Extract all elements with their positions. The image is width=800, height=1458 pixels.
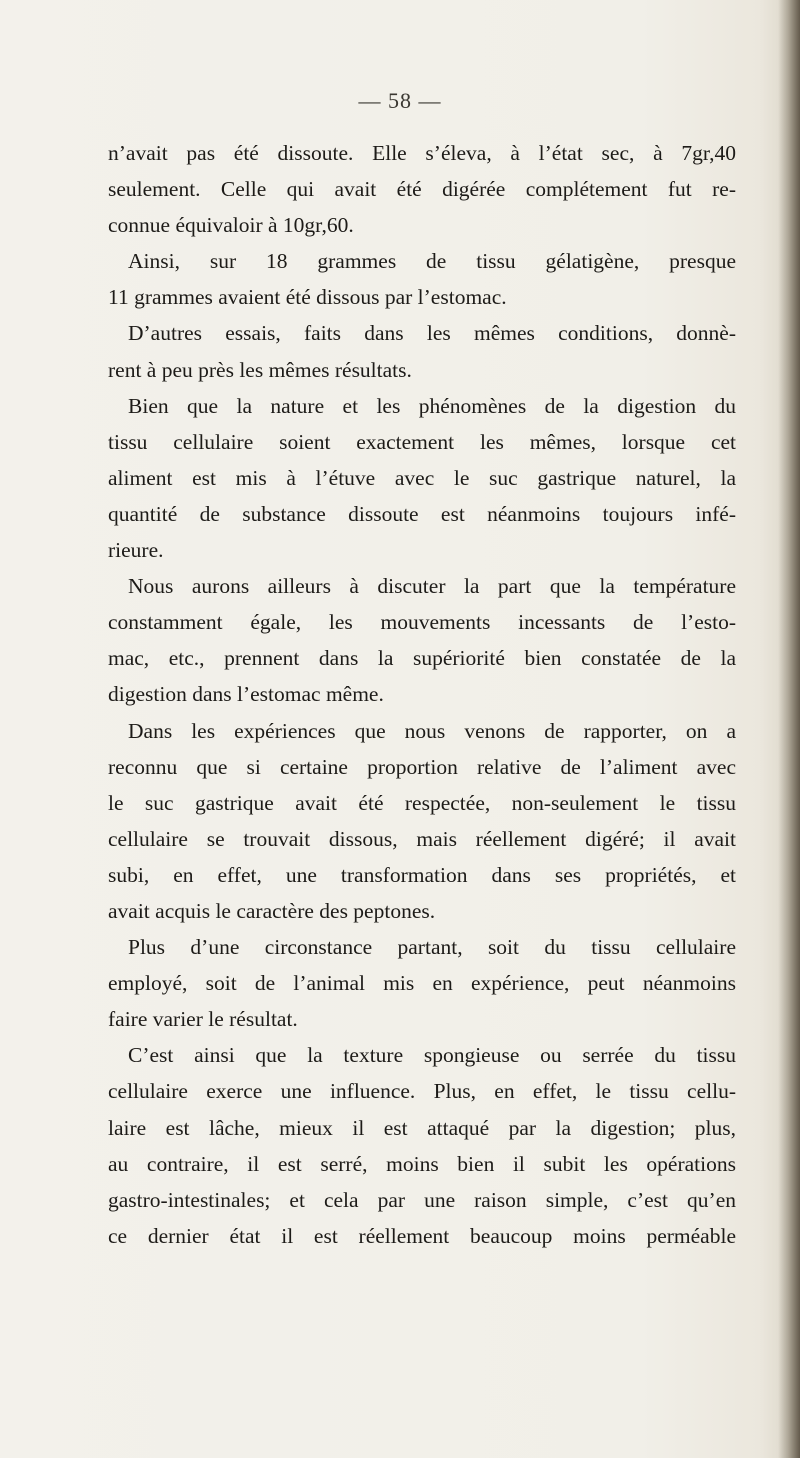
text-line: connue équivaloir à 10gr,60. [108, 213, 354, 238]
text-line: rent à peu près les mêmes résultats. [108, 357, 412, 382]
text-line: seulement. Celle qui avait été digérée complétement fut re- [108, 177, 736, 202]
text-line: gastro-intestinales; et cela par une raison simple, c’est qu’en [108, 1187, 736, 1212]
text-line: Nous aurons ailleurs à discuter la part que la température [128, 574, 736, 599]
text-line: au contraire, il est serré, moins bien il subit les opérations [108, 1151, 736, 1176]
text-line: laire est lâche, mieux il est attaqué par la digestion; plus, [108, 1115, 736, 1140]
text-line: subi, en effet, une transformation dans ses propriétés, et [108, 862, 736, 887]
text-line: Bien que la nature et les phénomènes de la digestion du [128, 393, 736, 418]
text-line: constamment égale, les mouvements incessants de l’esto- [108, 610, 736, 635]
text-line: n’avait pas été dissoute. Elle s’éleva, à l’état sec, à 7gr,40 [108, 141, 736, 165]
text-line: Plus d’une circonstance partant, soit du tissu cellulaire [128, 935, 736, 960]
text-line: rieure. [108, 538, 164, 563]
text-line: employé, soit de l’animal mis en expérience, peut néanmoins [108, 971, 736, 996]
body-text [108, 135, 736, 1254]
text-line: mac, etc., prennent dans la supériorité bien constatée de la [108, 646, 736, 671]
text-line: faire varier le résultat. [108, 1007, 298, 1032]
text-line: Dans les expériences que nous venons de rapporter, on a [128, 718, 736, 743]
text-line: D’autres essais, faits dans les mêmes conditions, donnè- [128, 321, 736, 346]
text-line: cellulaire exerce une influence. Plus, en effet, le tissu cellu- [108, 1079, 736, 1104]
text-line: digestion dans l’estomac même. [108, 682, 384, 707]
text-line: tissu cellulaire soient exactement les mêmes, lorsque cet [108, 429, 736, 454]
page-edge-shadow [778, 0, 800, 1458]
text-line: avait acquis le caractère des peptones. [108, 898, 436, 923]
text-line: quantité de substance dissoute est néanmoins toujours infé- [108, 501, 736, 526]
text-line: cellulaire se trouvait dissous, mais réellement digéré; il avait [108, 826, 736, 851]
text-line: ce dernier état il est réellement beaucoup moins perméable [108, 1223, 736, 1248]
text-line: Ainsi, sur 18 grammes de tissu gélatigène, presque [128, 249, 736, 274]
text-line: 11 grammes avaient été dissous par l’estomac. [108, 285, 507, 310]
text-line: le suc gastrique avait été respectée, non-seulement le tissu [108, 790, 736, 815]
text-line: aliment est mis à l’étuve avec le suc gastrique naturel, la [108, 465, 736, 490]
text-line: reconnu que si certaine proportion relative de l’aliment avec [108, 754, 736, 779]
text-line: C’est ainsi que la texture spongieuse ou serrée du tissu [128, 1043, 736, 1068]
page-number: — 58 — [358, 88, 442, 113]
